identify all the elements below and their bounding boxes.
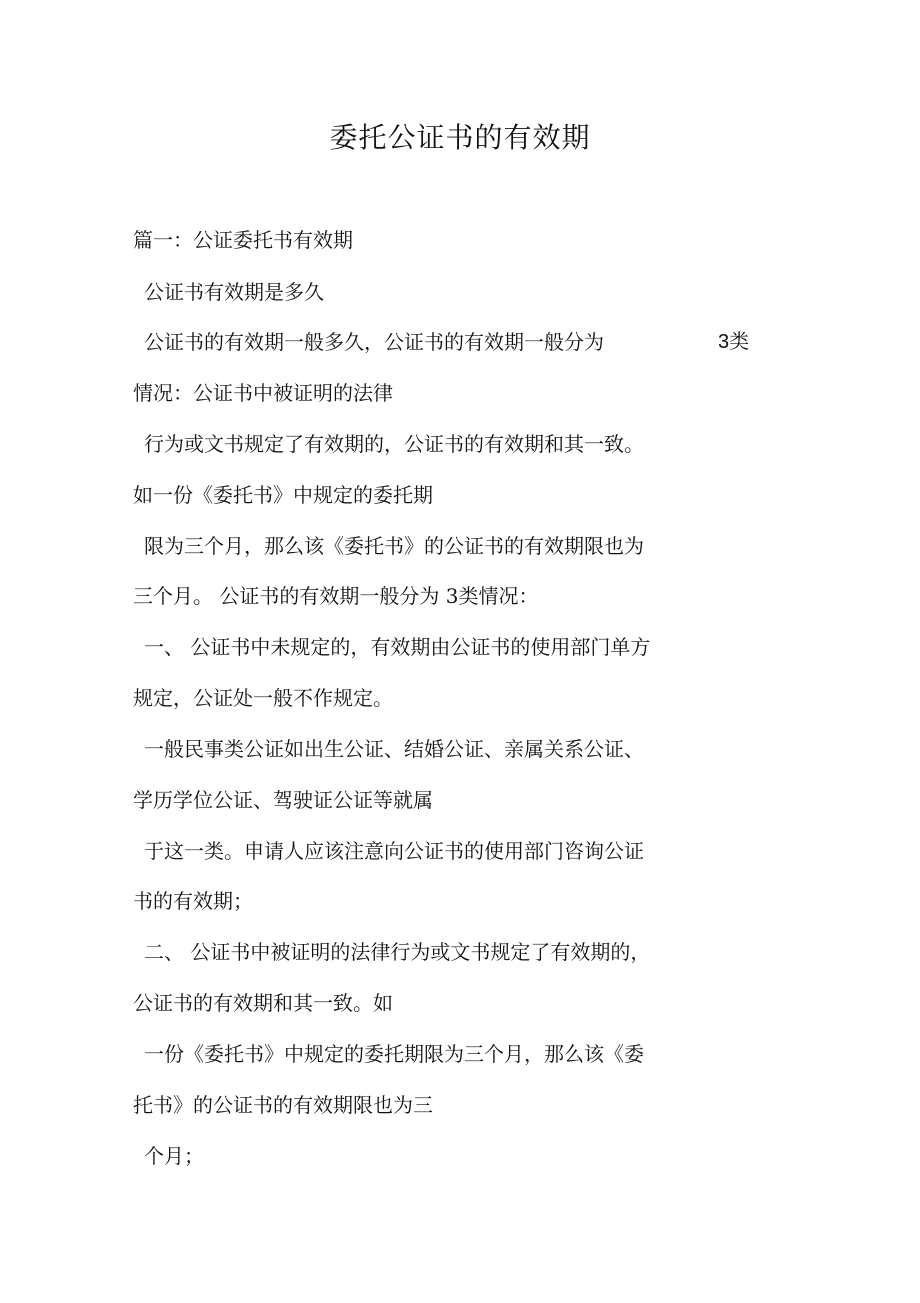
paragraph-line: 限为三个月，那么该《委托书》的公证书的有效期限也为 — [144, 534, 644, 558]
paragraph-line: 一份《委托书》中规定的委托期限为三个月，那么该《委 — [144, 1042, 644, 1066]
paragraph-line: 托书》的公证书的有效期限也为三 — [133, 1093, 433, 1117]
section-heading: 篇一：公证委托书有效期 — [133, 228, 353, 252]
paragraph-line: 书的有效期； — [133, 889, 253, 913]
document-title: 委托公证书的有效期 — [329, 121, 591, 154]
paragraph-line: 于这一类。申请人应该注意向公证书的使用部门咨询公证 — [144, 839, 644, 863]
list-item-line: 一、 公证书中未规定的，有效期由公证书的使用部门单方 — [144, 635, 651, 659]
paragraph-line: 公证书有效期是多久 — [144, 280, 324, 304]
paragraph-line: 三个月。 公证书的有效期一般分为 3类情况： — [133, 584, 539, 608]
paragraph-line: 情况：公证书中被证明的法律 — [133, 381, 393, 405]
paragraph-line: 公证书的有效期和其一致。如 — [133, 991, 393, 1015]
paragraph-line: 行为或文书规定了有效期的，公证书的有效期和其一致。 — [144, 432, 644, 456]
paragraph-line: 个月； — [144, 1144, 204, 1168]
paragraph-line: 如一份《委托书》中规定的委托期 — [133, 483, 433, 507]
paragraph-line: 规定，公证处一般不作规定。 — [133, 686, 393, 710]
paragraph-line: 一般民事类公证如出生公证、结婚公证、亲属关系公证、 — [144, 737, 644, 761]
paragraph-line: 公证书的有效期一般多久，公证书的有效期一般分为 — [144, 330, 604, 354]
paragraph-line: 学历学位公证、驾驶证公证等就属 — [133, 788, 433, 812]
list-item-line: 二、 公证书中被证明的法律行为或文书规定了有效期的， — [144, 940, 651, 964]
paragraph-line-fragment: 3类 — [718, 331, 750, 353]
